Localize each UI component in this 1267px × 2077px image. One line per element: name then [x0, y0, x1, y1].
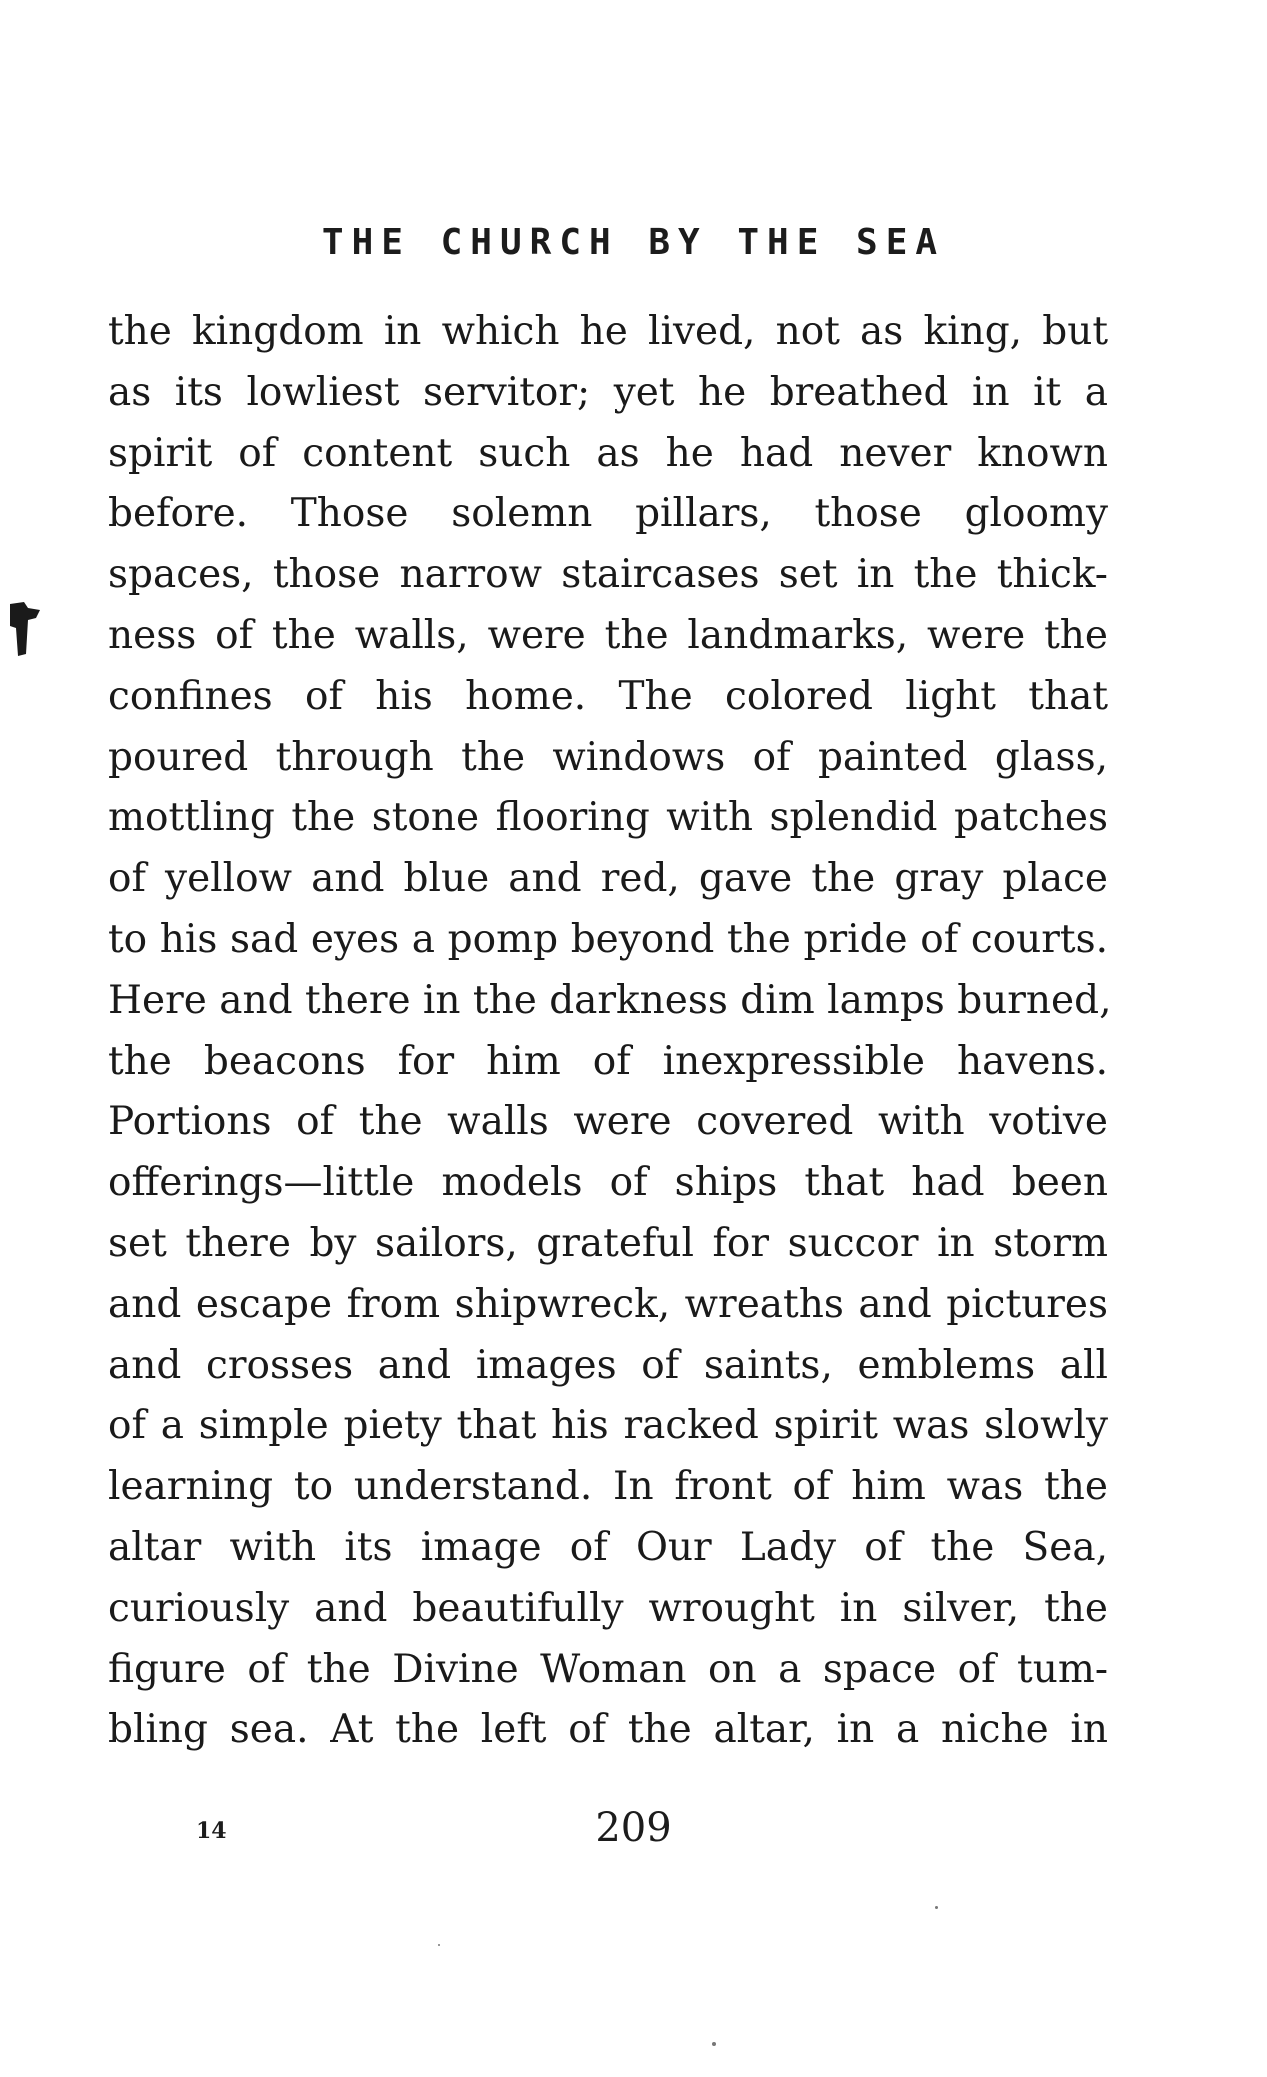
text-line: curiously and beautifully wrought in silver, the — [108, 1585, 1108, 1631]
text-line: before. Those solemn pillars, those gloomy — [108, 491, 1108, 537]
text-line: confines of his home. The colored light that — [108, 673, 1108, 719]
paper-speck — [712, 2042, 716, 2046]
text-line: of a simple piety that his racked spirit was slowly — [108, 1403, 1108, 1449]
text-line: Here and there in the darkness dim lamps burned, — [108, 977, 1112, 1023]
text-line: ness of the walls, were the landmarks, were the — [108, 612, 1108, 658]
text-line: learning to understand. In front of him was the — [108, 1464, 1108, 1510]
text-line: altar with its image of Our Lady of the Sea, — [108, 1524, 1108, 1570]
text-line: bling sea. At the left of the altar, in a niche in — [108, 1707, 1108, 1753]
text-line: offerings—little models of ships that had been — [108, 1160, 1108, 1206]
text-line: to his sad eyes a pomp beyond the pride of courts. — [108, 916, 1108, 962]
text-line: spirit of content such as he had never known — [108, 430, 1108, 476]
text-line: the beacons for him of inexpressible havens. — [108, 1038, 1108, 1084]
running-head: THE CHURCH BY THE SEA — [321, 222, 946, 263]
text-line: as its lowliest servitor; yet he breathed in it a — [108, 369, 1108, 415]
text-line: spaces, those narrow staircases set in the thick- — [108, 552, 1108, 598]
text-line: mottling the stone flooring with splendid patches — [108, 795, 1108, 841]
text-line: the kingdom in which he lived, not as king, but — [108, 309, 1108, 354]
page-number: 209 — [595, 1805, 672, 1851]
text-line: and crosses and images of saints, emblems all — [108, 1342, 1108, 1388]
text-line: figure of the Divine Woman on a space of tum- — [108, 1646, 1108, 1692]
text-line: of yellow and blue and red, gave the gray place — [108, 856, 1108, 902]
ink-blot-mark — [6, 598, 46, 658]
paper-speck — [935, 1906, 938, 1909]
text-line: Portions of the walls were covered with votive — [108, 1099, 1108, 1145]
body-text — [108, 302, 1112, 1761]
signature-mark: 14 — [196, 1818, 227, 1844]
text-line: and escape from shipwreck, wreaths and pictures — [108, 1281, 1108, 1327]
paper-speck — [438, 1944, 440, 1946]
text-line: poured through the windows of painted glass, — [108, 734, 1108, 780]
text-line: set there by sailors, grateful for succor in storm — [108, 1220, 1108, 1266]
